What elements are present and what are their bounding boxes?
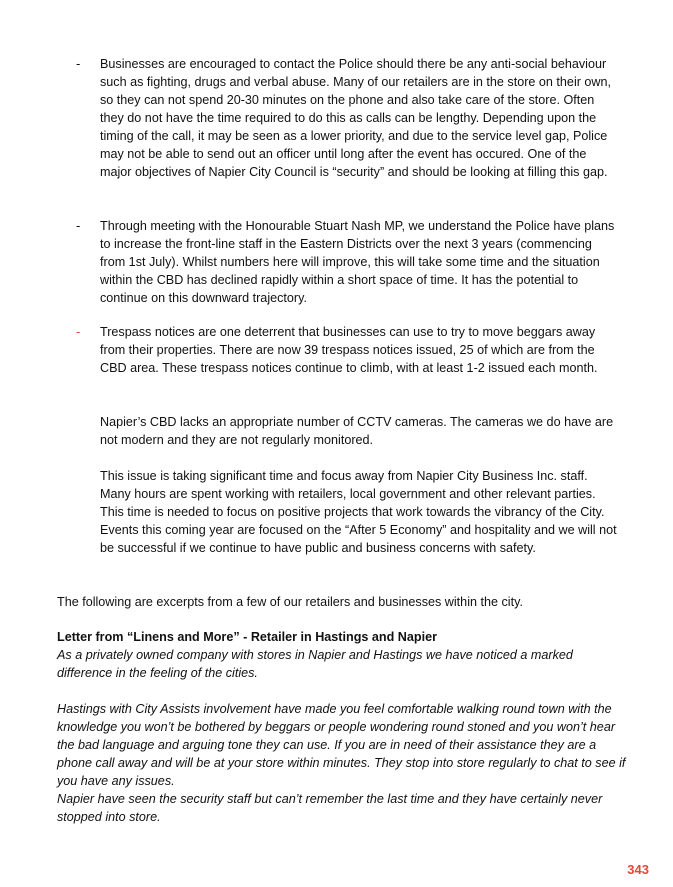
intro-paragraph: The following are excerpts from a few of our retailers and businesses within the city.	[57, 595, 523, 609]
bullet-text: Through meeting with the Honourable Stuart Nash MP, we understand the Police have plans to increase the front-line staff in the Eastern Districts over the next 3 years (commencing from 1st July). Whilst numbers here will improve, this will take some time and the situation within the CBD has declined rapidly within a short space of time. It has the potential to continue on this downward trajectory.	[100, 219, 615, 305]
bullet-text: Trespass notices are one deterrent that businesses can use to try to move beggars away from their properties. There are now 39 trespass notices issued, 25 of which are from the CBD area. These trespass notices continue to climb, with at least 1-2 issued each month.	[100, 325, 598, 375]
letter-paragraph: Napier have seen the security staff but can’t remember the last time and they have certainly never stopped into store.	[57, 792, 603, 824]
page-number: 343	[627, 862, 649, 877]
bullet-followup-paragraph: This issue is taking significant time and focus away from Napier City Business Inc. staff. Many hours are spent working with retailers, local government and other relevant parties. This time is needed to focus on positive projects that work towards the vibrancy of the City. Events this coming year are focused on the “After 5 Economy” and hospitality and we will not be successful if we continue to have public and business concerns with safety.	[100, 469, 617, 555]
letter-paragraph: Hastings with City Assists involvement have made you feel comfortable walking round town with the knowledge you won’t be bothered by beggars or people wondering round stoned and you won’t hear the bad language and arguing tone they can use. If you are in need of their assistance they are a phone call away and will be at your store within minutes. They stop into store regularly to chat to see if you have any issues.	[57, 702, 626, 788]
bullet-dash: -	[76, 218, 81, 233]
bullet-followup-paragraph: Napier’s CBD lacks an appropriate number of CCTV cameras. The cameras we do have are not modern and they are not regularly monitored.	[100, 415, 614, 447]
bullet-dash: -	[76, 56, 81, 71]
letter-heading: Letter from “Linens and More” - Retailer in Hastings and Napier	[57, 630, 437, 644]
letter-paragraph: As a privately owned company with stores in Napier and Hastings we have noticed a marked difference in the feeling of the cities.	[57, 648, 573, 680]
bullet-dash: -	[76, 324, 81, 339]
bullet-text: Businesses are encouraged to contact the Police should there be any anti-social behaviour such as fighting, drugs and verbal abuse. Many of our retailers are in the store on their own, so they can not spend 20-30 minutes on the phone and also take care of the store. Often they do not have the time required to do this as calls can be lengthy. Depending upon the timing of the call, it may be seen as a lower priority, and due to the service level gap, Police may not be able to send out an officer until long after the event has occured. One of the major objectives of Napier City Council is “security” and should be looking at filling this gap.	[100, 57, 612, 179]
